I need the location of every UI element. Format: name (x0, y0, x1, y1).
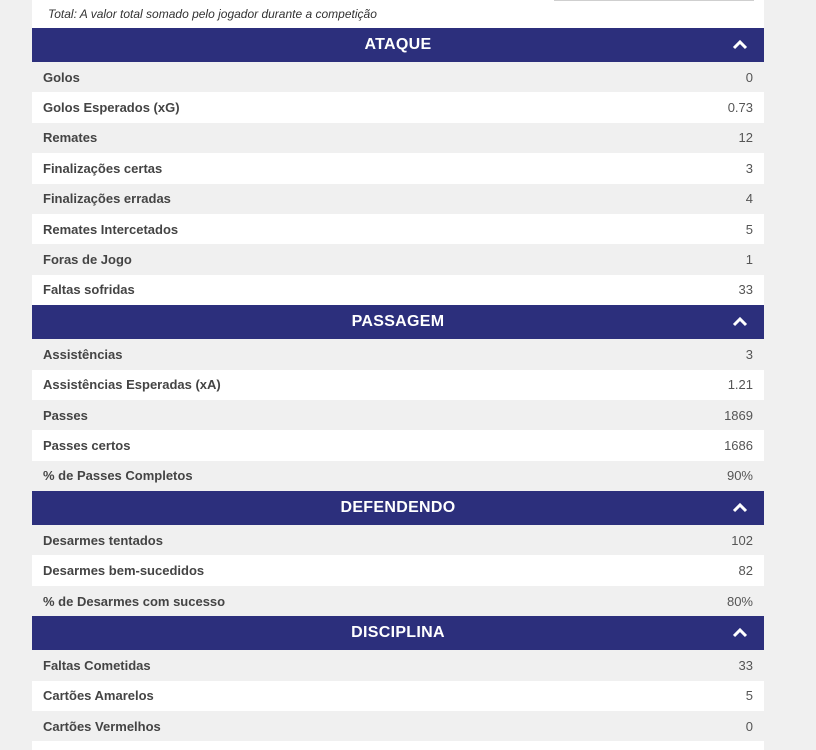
stat-value: 33 (738, 657, 753, 673)
stat-row-passes-certos (32, 430, 764, 460)
stat-row-passes-completos (32, 461, 764, 491)
section-ataque (32, 28, 764, 305)
stat-label: Desarmes bem-sucedidos (43, 563, 205, 579)
stat-row-finalizacoes-erradas (32, 184, 764, 214)
stat-label: Golos (43, 69, 80, 85)
stat-value: 5 (745, 688, 753, 704)
stat-row-desarmes-sucesso (32, 586, 764, 616)
section-header-defendendo[interactable] (32, 491, 764, 525)
stat-value: 1.21 (727, 377, 753, 393)
stat-value: 80% (726, 593, 753, 609)
stat-label: Cartões Amarelos (43, 688, 154, 704)
stat-label: Passes (43, 407, 88, 423)
stat-label: Faltas Cometidas (43, 657, 151, 673)
section-title: DISCIPLINA (351, 624, 445, 642)
chevron-up-icon[interactable] (732, 38, 748, 50)
stat-row-faltas-sofridas (32, 275, 764, 305)
stat-value: 33 (738, 282, 753, 298)
stat-label: Finalizações erradas (43, 191, 171, 207)
stats-panel (32, 0, 764, 750)
chevron-up-icon[interactable] (732, 501, 748, 513)
stat-value: 0.73 (727, 100, 753, 116)
section-title: DEFENDENDO (340, 499, 456, 517)
section-title: PASSAGEM (351, 313, 445, 331)
stat-row-faltas-cometidas (32, 650, 764, 680)
stat-value: 0 (745, 718, 753, 734)
stat-label: Passes certos (43, 437, 131, 453)
stat-row-xa (32, 370, 764, 400)
chevron-up-icon[interactable] (732, 315, 748, 327)
note-row (32, 0, 764, 28)
totals-note: Total: A valor total somado pelo jogador durante a competição (48, 7, 377, 21)
stat-value: 5 (745, 221, 753, 237)
stat-row-remates (32, 123, 764, 153)
stat-row-assistencias (32, 339, 764, 369)
stat-label: % de Desarmes com sucesso (43, 593, 226, 609)
stat-row-xg (32, 92, 764, 122)
section-disciplina (32, 616, 764, 741)
stat-label: Foras de Jogo (43, 252, 132, 268)
stat-value: 3 (745, 160, 753, 176)
stat-label: Desarmes tentados (43, 532, 163, 548)
stat-value: 12 (738, 130, 753, 146)
stat-label: Faltas sofridas (43, 282, 135, 298)
stat-value: 1869 (724, 407, 753, 423)
stat-value: 82 (738, 563, 753, 579)
section-defendendo (32, 491, 764, 616)
stat-value: 1686 (724, 437, 753, 453)
chevron-up-icon[interactable] (732, 626, 748, 638)
stat-row-passes (32, 400, 764, 430)
stat-value: 1 (745, 252, 753, 268)
section-header-passagem[interactable] (32, 305, 764, 339)
stat-row-finalizacoes-certas (32, 153, 764, 183)
stat-label: Remates (43, 130, 98, 146)
stat-value: 4 (745, 191, 753, 207)
stat-label: Cartões Vermelhos (43, 718, 161, 734)
stat-label: Remates Intercetados (43, 221, 179, 237)
divider (554, 0, 754, 1)
stat-value: 3 (745, 346, 753, 362)
stat-row-cartoes-amarelos (32, 681, 764, 711)
stat-row-foras-de-jogo (32, 244, 764, 274)
section-header-ataque[interactable] (32, 28, 764, 62)
stat-label: Assistências (43, 346, 123, 362)
stat-row-remates-intercetados (32, 214, 764, 244)
section-header-disciplina[interactable] (32, 616, 764, 650)
stat-row-desarmes-tentados (32, 525, 764, 555)
stat-row-desarmes-bem-sucedidos (32, 555, 764, 585)
stat-row-cartoes-vermelhos (32, 711, 764, 741)
stat-label: Finalizações certas (43, 160, 163, 176)
stat-value: 102 (731, 532, 753, 548)
stat-label: Assistências Esperadas (xA) (43, 377, 221, 393)
stat-value: 0 (745, 69, 753, 85)
stat-value: 90% (726, 468, 753, 484)
section-passagem (32, 305, 764, 491)
stat-row-golos (32, 62, 764, 92)
stat-label: Golos Esperados (xG) (43, 100, 180, 116)
section-title: ATAQUE (364, 36, 432, 53)
stat-label: % de Passes Completos (43, 468, 193, 484)
